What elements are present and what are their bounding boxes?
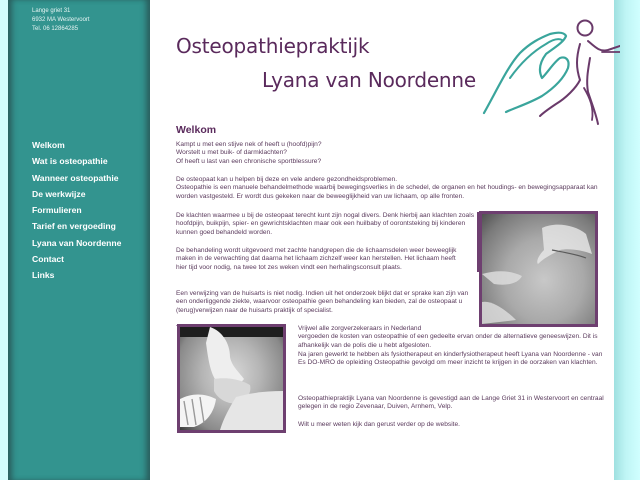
- hand-and-figure-icon: [480, 8, 620, 126]
- left-background-strip: [0, 0, 8, 480]
- nav-item-contact[interactable]: Contact: [32, 254, 64, 265]
- sidebar: [8, 0, 150, 480]
- nav-item-formulieren[interactable]: Formulieren: [32, 205, 82, 216]
- page-title: Welkom: [176, 124, 217, 136]
- address-street: Lange griet 31: [32, 8, 71, 14]
- address-phone: Tel. 06 12864285: [32, 26, 79, 32]
- address-city: 6932 MA Westervoort: [32, 17, 90, 23]
- complaints-paragraph: De klachten waarmee u bij de osteopaat terecht kunt zijn nogal divers. Denk hierbij aan klachten zoals hoofdpijn, buikpijn, spier- en gewrichtsklachten maar ook een huilbaby of oorontsteking bij kinderen kunnen goed behandeld worden.: [176, 212, 474, 236]
- referral-paragraph: Een verwijzing van de huisarts is niet nodig. Indien uit het onderzoek blijkt dat er sprake kan zijn van een onderliggende ziekte, waarvoor osteopathie geen behandeling kan bieden, zal de osteopaat u (terug)verwijzen naar de huisarts praktijk of specialist.: [176, 290, 469, 314]
- nav-item-links[interactable]: Links: [32, 270, 55, 281]
- intro-paragraph: Kampt u met een stijve nek of heeft u (hoofd)pijn? Worstelt u met buik- of darmklachten? Of heeft u last van een chronische sportblessure?: [176, 141, 322, 165]
- nav-item-welkom[interactable]: Welkom: [32, 140, 65, 150]
- osteopathy-description-paragraph: De osteopaat kan u helpen bij deze en vele andere gezondheidsproblemen. Osteopathie is een manuele behandelmethode waarbij bewegingsverlies in de schedel, de organen en het houdings- en bewegingsapparaat kan worden vastgesteld. Er wordt dus gekeken naar de beweeglijkheid van uw lichaam, op alle fronten.: [176, 176, 598, 200]
- nav-item-wanneer-osteopathie[interactable]: Wanneer osteopathie: [32, 172, 119, 183]
- hands-holding-image: [180, 327, 283, 430]
- main-navigation: [32, 140, 121, 287]
- treatment-paragraph: De behandeling wordt uitgevoerd met zachte handgrepen die de lichaamsdelen weer beweeglijk maken in de verwachting dat daarna het lichaam zichzelf weer kan herstellen. Het lichaam heeft hier tijd voor nodig, na twee tot zes weken vindt een herhalingsconsult plaats.: [176, 247, 457, 271]
- insurance-paragraph: Vrijwel alle zorgverzekeraars in Nederland vergoeden de kosten van osteopathie of een gedeelte ervan onder de alternatieve geneeswijzen. Dit is afhankelijk van de polis die u hebt afgesloten.: [298, 325, 598, 349]
- background-paragraph: Na jaren gewerkt te hebben als fysiotherapeut en kinderfysiotherapeut heeft Lyana van Noordenne - van Es DO-MRO de opleiding Osteopathie gevolgd om meer inzicht te krijgen in de oorzaken van klachten.: [298, 351, 603, 367]
- nav-item-wat-is-osteopathie[interactable]: Wat is osteopathie: [32, 156, 108, 167]
- logo-title: Osteopathiepraktijk: [176, 34, 370, 58]
- closing-paragraph: Wilt u meer weten kijk dan gerust verder op de website.: [298, 421, 460, 428]
- logo-subtitle: Lyana van Noordenne: [262, 68, 476, 92]
- nav-item-de-werkwijze[interactable]: De werkwijze: [32, 188, 86, 199]
- hands-on-back-image: [482, 214, 595, 324]
- treatment-photo-back: [479, 211, 598, 327]
- treatment-photo-hands: [177, 324, 286, 433]
- nav-item-tarief-en-vergoeding[interactable]: Tarief en vergoeding: [32, 221, 116, 232]
- location-paragraph: Osteopathiepraktijk Lyana van Noordenne is gevestigd aan de Lange Griet 31 in Westervoort en centraal gelegen in de regio Zevenaar, Duiven, Arnhem, Velp.: [298, 395, 604, 411]
- nav-item-lyana-van-noordenne[interactable]: Lyana van Noordenne: [32, 237, 122, 248]
- contact-address: [32, 7, 90, 34]
